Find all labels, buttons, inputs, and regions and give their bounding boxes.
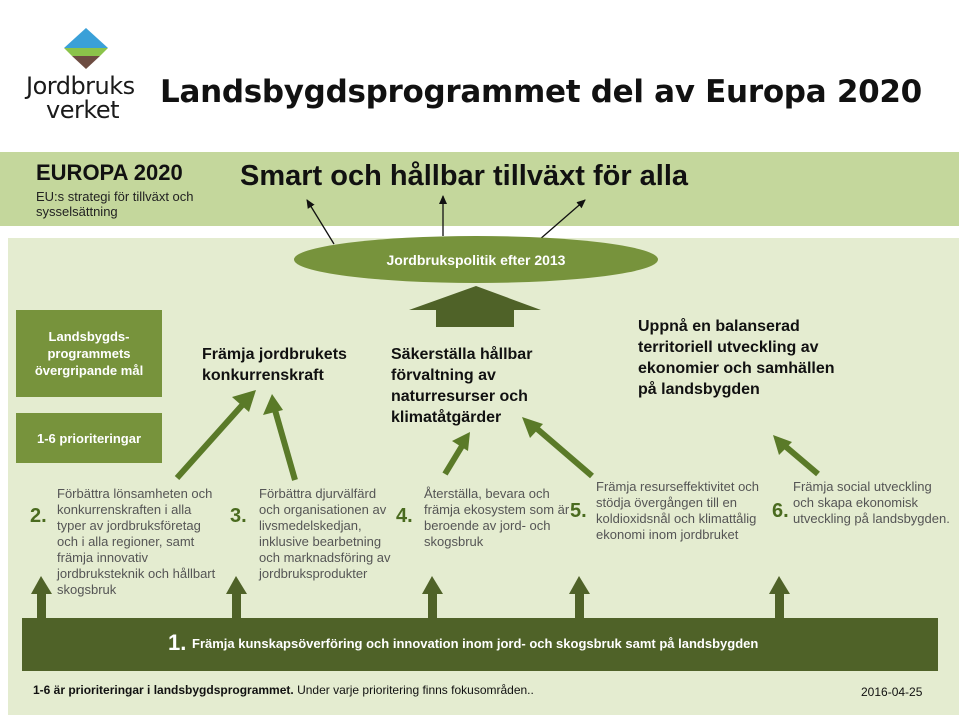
goal-territorial-development: Uppnå en balanserad territoriell utveckling av ekonomier och samhällen på landsbygden [638,318,835,398]
arrow-up-p3-icon [226,576,247,618]
priority-2-number: 2. [30,505,47,527]
priority-4-number: 4. [396,505,413,527]
goals-label-box [16,310,162,397]
priority-5-number: 5. [570,500,587,522]
priority-6-text: Främja social utveckling och skapa ekonomisk utveckling på landsbygden. [793,479,950,526]
priority-6-number: 6. [772,500,789,522]
arrow-p6-goal3 [785,446,818,474]
goals-label: Landsbygds-programmets övergripande mål [34,329,144,378]
priority-1-text: Främja kunskapsöverföring och innovation inom jord- och skogsbruk samt på landsbygden [192,636,759,651]
footer-date: 2016-04-25 [861,685,923,699]
priority-1-number: 1. [168,630,187,655]
arrow-up-left [307,200,334,244]
logo-line1: Jordbruks [26,72,135,100]
priority-2-text: Förbättra lönsamheten och konkurrenskraften i alla typer av jordbruksföretag och i alla regioner, samt främja innovativ jordbruksteknik och hållbart skogsbruk [57,486,216,597]
priorities-label: 1-6 prioriteringar [36,430,142,446]
arrow-up-p6-icon [769,576,790,618]
priority-4-text: Återställa, bevara och främja ekosystem som är beroende av jord- och skogsbruk [424,486,570,549]
priority-3-number: 3. [230,505,247,527]
block-arrow-icon [409,286,541,327]
arrow-up-p2-icon [31,576,52,618]
priorities-label-box [16,413,162,463]
goal-sustainable-management: Säkerställa hållbar förvaltning av naturresurser och klimatåtgärder [391,346,533,426]
arrow-up-right [539,200,585,240]
arrow-p3-goal1 [275,410,295,480]
page-title: Landsbygdsprogrammet del av Europa 2020 [160,74,922,110]
priority-3-text: Förbättra djurvälfärd och organisationen av livsmedelskedjan, inklusive bearbetning och marknadsföring av jordbruksprodukter [259,486,391,581]
policy-ellipse: Jordbrukspolitik efter 2013 [294,236,658,283]
arrow-up-p4-icon [422,576,443,618]
arrow-p4-goal2 [445,446,462,474]
priority-5-text: Främja resurseffektivitet och stödja övergången till en koldioxidsnål och klimattålig ekonomi inom jordbruket [596,479,760,542]
footer-note-normal: Under varje prioritering finns fokusområden.. [293,683,534,697]
priority-1-bar [22,618,938,671]
goal-competitiveness: Främja jordbrukets konkurrenskraft [202,346,347,384]
arrow-p5-goal2 [535,427,592,476]
logo-line2: verket [46,96,120,124]
europa-title: EUROPA 2020 [36,160,183,185]
arrow-p2-goal1 [177,402,245,478]
footer-note [33,683,534,697]
europa-headline: Smart och hållbar tillväxt för alla [240,160,689,192]
footer-note-bold: 1-6 är prioriteringar i landsbygdsprogrammet. [33,683,294,697]
europa-subtitle: EU:s strategi för tillväxt och sysselsättning [36,189,194,219]
arrow-up-p5-icon [569,576,590,618]
